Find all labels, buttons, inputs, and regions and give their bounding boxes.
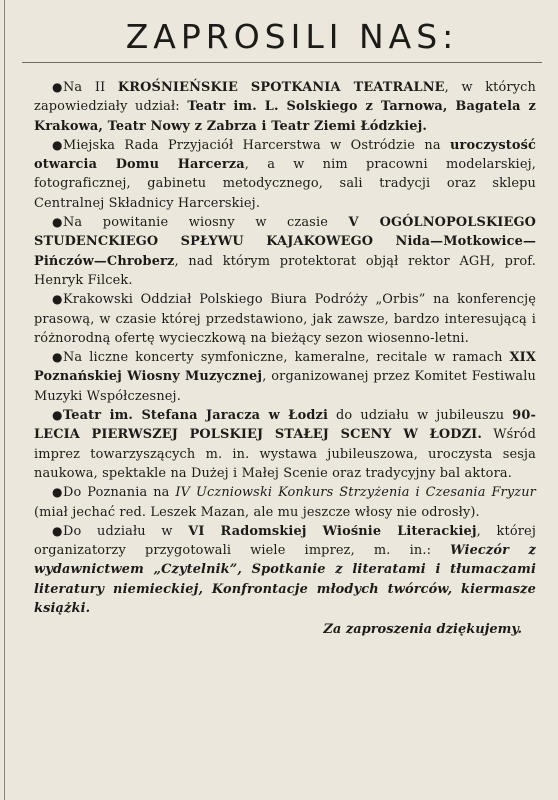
- article-item: [34, 348, 536, 406]
- item-text-segment: , w których zapowiedziały udział:: [34, 80, 536, 115]
- bullet-icon: ●: [52, 485, 63, 500]
- item-text-segment: , organizowanej przez Komitet Festiwalu Muzyki Współczesnej.: [34, 369, 536, 404]
- bullet-icon: ●: [52, 350, 63, 365]
- item-text-segment: , nad którym protektorat objął rektor AGH, prof. Henryk Filcek.: [34, 253, 536, 288]
- item-text-segment: Na powitanie wiosny w czasie: [63, 215, 349, 231]
- item-text-segment: , której organizatorzy przygotowali wiele imprez, m. in.:: [34, 523, 536, 559]
- item-text-segment: uroczystość otwarcia Domu Harcerza: [34, 137, 536, 173]
- item-text-segment: XIX Poznańskiej Wiosny Muzycznej: [34, 350, 536, 385]
- item-text-segment: Wieczór z wydawnictwem „Czytelnik”, Spotkanie z literatami i tłumaczami literatury niemieckiej, Konfrontacje młodych twórców, kiermasze książki.: [34, 543, 536, 617]
- bullet-icon: ●: [52, 408, 63, 423]
- title-rule: [22, 62, 542, 63]
- bullet-icon: ●: [52, 523, 63, 538]
- bullet-icon: ●: [52, 292, 63, 307]
- column-divider: [4, 0, 5, 800]
- bullet-icon: ●: [52, 80, 63, 94]
- closing-line: Za zaproszenia dziękujemy.: [323, 622, 522, 638]
- article-item: [34, 406, 536, 483]
- item-text-segment: Na II: [63, 80, 118, 95]
- item-text-segment: , a w nim pracowni modelarskiej, fotograficznej, gabinetu metodycznego, sali tradycji oraz sklepu Centralnej Składnicy Harcerskiej.: [34, 157, 537, 211]
- article-item: [34, 290, 536, 348]
- item-text-segment: Do udziału w: [63, 523, 189, 539]
- article-title: ZAPROSILI NAS:: [125, 17, 459, 56]
- article-item: [34, 213, 536, 290]
- item-text-segment: Miejska Rada Przyjaciół Harcerstwa w Ostródzie na: [63, 137, 450, 153]
- item-text-segment: Wśród imprez towarzyszących m. in. wystawa jubileuszowa, uroczysta sesja naukowa, spektakle na Dużej i Małej Scenie oraz tradycyjny bal aktora.: [34, 427, 536, 481]
- bullet-icon: ●: [52, 137, 63, 152]
- article-item: [34, 522, 536, 618]
- bullet-icon: ●: [52, 215, 63, 230]
- item-text-segment: Teatr im. L. Solskiego z Tarnowa, Bagatela z Krakowa, Teatr Nowy z Zabrza i Teatr Ziemi Łódzkiej.: [34, 99, 536, 134]
- item-text-segment: IV Uczniowski Konkurs Strzyżenia i Czesania Fryzur: [175, 485, 536, 501]
- item-text-segment: Krakowski Oddział Polskiego Biura Podróży „Orbis” na konferencję prasową, w czasie której przedstawiono, jak zawsze, bardzo interesującą i różnorodną ofertę wycieczkową na bieżący sezon wiosenno-letni.: [34, 292, 536, 346]
- item-text-segment: (miał jechać red. Leszek Mazan, ale mu jeszcze włosy nie odrosły).: [34, 504, 480, 520]
- article-item: [34, 483, 536, 522]
- article-body: [34, 78, 536, 618]
- item-text-segment: Do Poznania na: [63, 485, 176, 501]
- article-item: [34, 136, 536, 213]
- item-text-segment: V OGÓLNOPOLSKIEGO STUDENCKIEGO SPŁYWU KAJAKOWEGO Nida—Motkowice—Pińczów—Chroberz: [34, 215, 536, 269]
- item-text-segment: do udziału w jubileuszu: [328, 408, 513, 424]
- item-text-segment: Na liczne koncerty symfoniczne, kameralne, recitale w ramach: [63, 350, 510, 366]
- item-text-segment: Teatr im. Stefana Jaracza w Łodzi: [63, 408, 328, 424]
- item-text-segment: 90-LECIA PIERWSZEJ POLSKIEJ STAŁEJ SCENY W ŁODZI.: [34, 408, 536, 443]
- item-text-segment: VI Radomskiej Wiośnie Literackiej: [188, 523, 477, 539]
- item-text-segment: KROŚNIEŃSKIE SPOTKANIA TEATRALNE: [117, 80, 445, 95]
- article-item: [34, 78, 536, 136]
